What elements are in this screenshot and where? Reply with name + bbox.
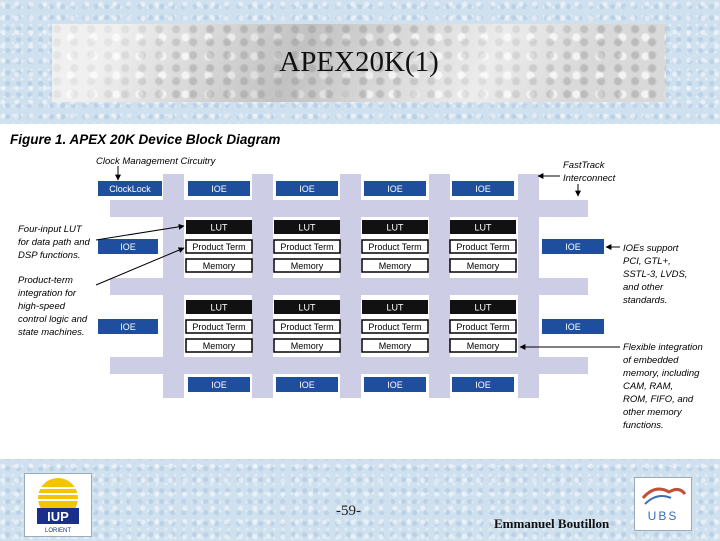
block-diagram-figure xyxy=(0,124,720,459)
ioe-block-top-3 xyxy=(364,181,426,196)
svg-text:Product Term: Product Term xyxy=(280,322,334,332)
megalab-r2-c3 xyxy=(362,300,428,352)
svg-text:Memory: Memory xyxy=(466,261,500,271)
svg-text:of embedded: of embedded xyxy=(623,355,679,366)
svg-text:IOE: IOE xyxy=(211,184,227,194)
svg-text:ROM, FIFO, and: ROM, FIFO, and xyxy=(623,394,694,405)
svg-text:Product Term: Product Term xyxy=(368,242,422,252)
svg-text:for data path and: for data path and xyxy=(18,237,90,248)
svg-text:state machines.: state machines. xyxy=(18,327,85,338)
svg-text:standards.: standards. xyxy=(623,295,668,306)
title-banner xyxy=(52,24,666,102)
svg-text:Memory: Memory xyxy=(466,341,500,351)
author-name: Emmanuel Boutillon xyxy=(494,516,610,531)
svg-text:LUT: LUT xyxy=(298,222,316,233)
svg-text:Memory: Memory xyxy=(378,341,412,351)
svg-text:high-speed: high-speed xyxy=(18,301,66,312)
ubs-logo-icon xyxy=(635,478,691,530)
svg-text:Product Term: Product Term xyxy=(192,322,246,332)
ioe-block-top-1 xyxy=(188,181,250,196)
svg-text:Memory: Memory xyxy=(290,341,324,351)
svg-text:IOEs support: IOEs support xyxy=(623,243,679,254)
svg-text:Product Term: Product Term xyxy=(368,322,422,332)
annotation-fasttrack xyxy=(563,160,616,184)
svg-text:IOE: IOE xyxy=(120,242,136,252)
svg-text:LUT: LUT xyxy=(386,302,404,313)
svg-text:CAM, RAM,: CAM, RAM, xyxy=(623,381,674,392)
svg-text:ClockLock: ClockLock xyxy=(109,184,151,194)
ioe-block-right-1 xyxy=(542,239,604,254)
svg-text:control logic and: control logic and xyxy=(18,314,88,325)
ioe-block-right-2 xyxy=(542,319,604,334)
svg-text:IOE: IOE xyxy=(120,322,136,332)
svg-text:integration for: integration for xyxy=(18,288,77,299)
megalab-r1-c1 xyxy=(186,220,252,272)
svg-text:and other: and other xyxy=(623,282,664,293)
svg-text:LUT: LUT xyxy=(386,222,404,233)
svg-text:IOE: IOE xyxy=(299,380,315,390)
svg-text:FastTrack: FastTrack xyxy=(563,160,605,171)
megalab-r1-c3 xyxy=(362,220,428,272)
slide-title: APEX20K(1) xyxy=(279,45,439,78)
iup-logo-icon xyxy=(25,474,91,536)
svg-text:IOE: IOE xyxy=(387,184,403,194)
ioe-block-bottom-3 xyxy=(364,377,426,392)
ioe-block-left-2 xyxy=(98,319,158,334)
svg-text:IOE: IOE xyxy=(299,184,315,194)
annotation-memory xyxy=(623,342,703,431)
megalab-r1-c4 xyxy=(450,220,516,272)
annotation-clock-mgmt: Clock Management Circuitry xyxy=(96,156,216,167)
svg-text:IUP: IUP xyxy=(47,509,69,524)
annotation-ioe xyxy=(623,243,687,306)
figure-caption: Figure 1. APEX 20K Device Block Diagram xyxy=(10,132,281,147)
fasttrack-interconnect xyxy=(110,174,588,398)
megalab-r2-c4 xyxy=(450,300,516,352)
megalab-r2-c1 xyxy=(186,300,252,352)
svg-text:PCI, GTL+,: PCI, GTL+, xyxy=(623,256,671,267)
svg-text:IOE: IOE xyxy=(475,184,491,194)
svg-text:Memory: Memory xyxy=(202,261,236,271)
svg-text:DSP functions.: DSP functions. xyxy=(18,250,81,261)
svg-text:IOE: IOE xyxy=(565,242,581,252)
megalab-r1-c2 xyxy=(274,220,340,272)
annotation-lut xyxy=(18,224,91,261)
svg-text:IOE: IOE xyxy=(565,322,581,332)
svg-text:LUT: LUT xyxy=(210,222,228,233)
iup-logo xyxy=(24,473,92,537)
page-number: -59- xyxy=(336,503,361,519)
annotation-product-term xyxy=(18,275,88,338)
svg-text:IOE: IOE xyxy=(387,380,403,390)
svg-text:Interconnect: Interconnect xyxy=(563,173,616,184)
svg-text:UBS: UBS xyxy=(647,509,679,523)
svg-text:IOE: IOE xyxy=(211,380,227,390)
svg-text:other memory: other memory xyxy=(623,407,682,418)
svg-text:LUT: LUT xyxy=(210,302,228,313)
ioe-block-top-4 xyxy=(452,181,514,196)
svg-text:SSTL-3, LVDS,: SSTL-3, LVDS, xyxy=(623,269,688,280)
svg-text:LUT: LUT xyxy=(474,302,492,313)
ioe-block-left-1 xyxy=(98,239,158,254)
ioe-block-bottom-1 xyxy=(188,377,250,392)
svg-text:Product Term: Product Term xyxy=(456,242,510,252)
megalab-r2-c2 xyxy=(274,300,340,352)
svg-text:LUT: LUT xyxy=(474,222,492,233)
svg-text:Product Term: Product Term xyxy=(456,322,510,332)
svg-text:memory, including: memory, including xyxy=(623,368,700,379)
ioe-block-top-2 xyxy=(276,181,338,196)
svg-text:Product Term: Product Term xyxy=(192,242,246,252)
svg-text:Memory: Memory xyxy=(290,261,324,271)
svg-text:Product-term: Product-term xyxy=(18,275,73,286)
ioe-block-bottom-2 xyxy=(276,377,338,392)
svg-text:IOE: IOE xyxy=(475,380,491,390)
svg-text:Memory: Memory xyxy=(202,341,236,351)
svg-text:LORIENT: LORIENT xyxy=(44,528,72,534)
svg-text:Memory: Memory xyxy=(378,261,412,271)
clocklock-block xyxy=(98,181,162,196)
svg-text:Product Term: Product Term xyxy=(280,242,334,252)
svg-text:Four-input LUT: Four-input LUT xyxy=(18,224,82,235)
ioe-block-bottom-4 xyxy=(452,377,514,392)
svg-text:LUT: LUT xyxy=(298,302,316,313)
svg-text:Flexible integration: Flexible integration xyxy=(623,342,703,353)
svg-text:functions.: functions. xyxy=(623,420,664,431)
ubs-logo xyxy=(634,477,692,531)
block-diagram-svg xyxy=(0,124,720,459)
